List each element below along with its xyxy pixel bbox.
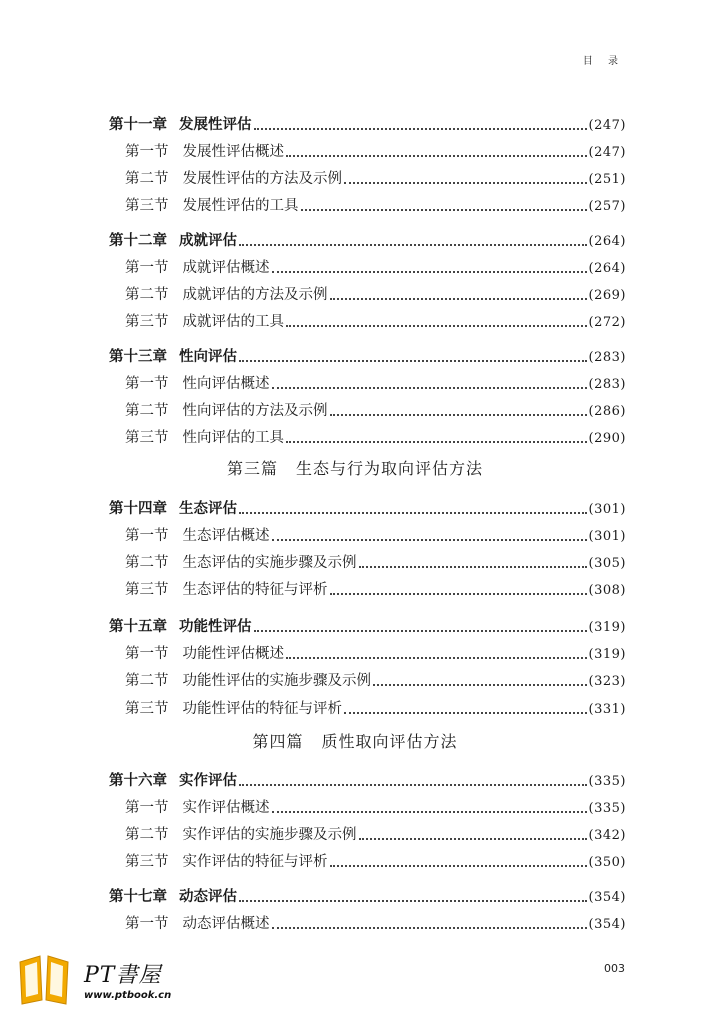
toc-section-row[interactable] xyxy=(125,524,626,548)
toc-section-row[interactable] xyxy=(125,140,626,164)
entry-page: (319) xyxy=(588,647,626,662)
entry-number: 第二节 xyxy=(125,555,169,571)
entry-page: (251) xyxy=(588,172,626,187)
toc-section-row[interactable] xyxy=(125,669,626,693)
leader-dots xyxy=(239,360,587,362)
entry-page: (335) xyxy=(588,801,626,816)
entry-number: 第三节 xyxy=(125,854,169,870)
leader-dots xyxy=(272,387,587,389)
entry-title: 实作评估 xyxy=(179,773,237,789)
leader-dots xyxy=(239,900,587,902)
entry-number: 第二节 xyxy=(125,171,169,187)
entry-title: 发展性评估 xyxy=(179,117,252,133)
entry-number: 第十四章 xyxy=(109,501,167,517)
leader-dots xyxy=(330,593,587,595)
entry-page: (305) xyxy=(588,556,626,571)
leader-dots xyxy=(272,271,587,273)
leader-dots xyxy=(330,414,587,416)
entry-page: (308) xyxy=(588,583,626,598)
part-number: 第四篇 xyxy=(252,732,304,751)
entry-number: 第十二章 xyxy=(109,233,167,249)
toc-section-row[interactable] xyxy=(125,399,626,423)
toc-section-row[interactable] xyxy=(125,823,626,847)
leader-dots xyxy=(344,182,587,184)
entry-number: 第一节 xyxy=(125,528,169,544)
entry-title: 成就评估概述 xyxy=(182,260,270,276)
leader-dots xyxy=(286,441,587,443)
entry-number: 第二节 xyxy=(125,827,169,843)
entry-title: 功能性评估的实施步骤及示例 xyxy=(182,673,371,689)
toc-section-row[interactable] xyxy=(125,697,626,721)
leader-dots xyxy=(272,539,587,541)
leader-dots xyxy=(344,712,587,714)
entry-page: (354) xyxy=(588,890,626,905)
part-heading xyxy=(0,729,710,752)
entry-number: 第十一章 xyxy=(109,117,167,133)
entry-page: (269) xyxy=(588,288,626,303)
entry-title: 功能性评估 xyxy=(179,619,252,635)
entry-page: (301) xyxy=(588,529,626,544)
toc-section-row[interactable] xyxy=(125,551,626,575)
toc-chapter-row[interactable] xyxy=(109,345,626,369)
leader-dots xyxy=(301,209,587,211)
leader-dots xyxy=(330,865,587,867)
entry-page: (335) xyxy=(588,774,626,789)
watermark-url: www.ptbook.cn xyxy=(84,990,172,1001)
entry-page: (247) xyxy=(588,145,626,160)
entry-page: (247) xyxy=(588,118,626,133)
leader-dots xyxy=(272,927,587,929)
entry-title: 功能性评估概述 xyxy=(182,646,284,662)
entry-page: (283) xyxy=(588,350,626,365)
toc-section-row[interactable] xyxy=(125,578,626,602)
leader-dots xyxy=(286,325,587,327)
entry-title: 动态评估 xyxy=(179,889,237,905)
entry-title: 生态评估 xyxy=(179,501,237,517)
leader-dots xyxy=(286,657,587,659)
entry-title: 成就评估 xyxy=(179,233,237,249)
toc-section-row[interactable] xyxy=(125,796,626,820)
entry-page: (319) xyxy=(588,620,626,635)
entry-title: 生态评估概述 xyxy=(182,528,270,544)
entry-title: 生态评估的特征与评析 xyxy=(182,582,328,598)
toc-section-row[interactable] xyxy=(125,372,626,396)
entry-number: 第二节 xyxy=(125,673,169,689)
toc-section-row[interactable] xyxy=(125,194,626,218)
leader-dots xyxy=(239,784,587,786)
toc-section-row[interactable] xyxy=(125,283,626,307)
entry-page: (272) xyxy=(588,315,626,330)
toc-chapter-row[interactable] xyxy=(109,769,626,793)
entry-page: (264) xyxy=(588,234,626,249)
entry-page: (323) xyxy=(588,674,626,689)
entry-page: (283) xyxy=(588,377,626,392)
watermark-name: PT書屋 xyxy=(84,963,162,988)
entry-title: 性向评估概述 xyxy=(182,376,270,392)
entry-title: 实作评估的特征与评析 xyxy=(182,854,328,870)
toc-chapter-row[interactable] xyxy=(109,615,626,639)
toc-section-row[interactable] xyxy=(125,310,626,334)
entry-title: 发展性评估的工具 xyxy=(182,198,299,214)
entry-number: 第十七章 xyxy=(109,889,167,905)
toc-chapter-row[interactable] xyxy=(109,113,626,137)
toc-section-row[interactable] xyxy=(125,256,626,280)
page-number: 003 xyxy=(604,962,625,975)
toc-section-row[interactable] xyxy=(125,912,626,936)
leader-dots xyxy=(254,128,587,130)
entry-number: 第二节 xyxy=(125,287,169,303)
entry-page: (331) xyxy=(588,702,626,717)
entry-page: (350) xyxy=(588,855,626,870)
toc-section-row[interactable] xyxy=(125,850,626,874)
entry-title: 发展性评估的方法及示例 xyxy=(182,171,342,187)
leader-dots xyxy=(373,684,587,686)
entry-number: 第一节 xyxy=(125,800,169,816)
toc-section-row[interactable] xyxy=(125,167,626,191)
entry-number: 第十五章 xyxy=(109,619,167,635)
running-head: 目 录 xyxy=(582,56,624,67)
toc-section-row[interactable] xyxy=(125,426,626,450)
entry-title: 发展性评估概述 xyxy=(182,144,284,160)
entry-number: 第一节 xyxy=(125,646,169,662)
leader-dots xyxy=(239,244,587,246)
entry-number: 第十六章 xyxy=(109,773,167,789)
entry-number: 第三节 xyxy=(125,430,169,446)
toc-chapter-row[interactable] xyxy=(109,229,626,253)
part-heading xyxy=(0,456,710,479)
part-number: 第三篇 xyxy=(226,459,278,478)
entry-title: 实作评估概述 xyxy=(182,800,270,816)
part-title: 质性取向评估方法 xyxy=(321,732,458,751)
entry-title: 生态评估的实施步骤及示例 xyxy=(182,555,357,571)
entry-number: 第三节 xyxy=(125,314,169,330)
leader-dots xyxy=(239,512,587,514)
entry-title: 成就评估的方法及示例 xyxy=(182,287,328,303)
entry-number: 第二节 xyxy=(125,403,169,419)
entry-title: 实作评估的实施步骤及示例 xyxy=(182,827,357,843)
entry-title: 功能性评估的特征与评析 xyxy=(182,701,342,717)
entry-title: 动态评估概述 xyxy=(182,916,270,932)
entry-title: 性向评估的工具 xyxy=(182,430,284,446)
entry-page: (354) xyxy=(588,917,626,932)
entry-page: (342) xyxy=(588,828,626,843)
entry-page: (286) xyxy=(588,404,626,419)
entry-number: 第三节 xyxy=(125,701,169,717)
leader-dots xyxy=(359,566,587,568)
entry-title: 成就评估的工具 xyxy=(182,314,284,330)
toc-chapter-row[interactable] xyxy=(109,497,626,521)
leader-dots xyxy=(254,630,587,632)
toc-section-row[interactable] xyxy=(125,642,626,666)
entry-number: 第一节 xyxy=(125,376,169,392)
entry-number: 第三节 xyxy=(125,198,169,214)
leader-dots xyxy=(272,811,587,813)
part-title: 生态与行为取向评估方法 xyxy=(296,459,484,478)
entry-title: 性向评估的方法及示例 xyxy=(182,403,328,419)
entry-page: (264) xyxy=(588,261,626,276)
leader-dots xyxy=(286,155,587,157)
entry-page: (301) xyxy=(588,502,626,517)
leader-dots xyxy=(330,298,587,300)
entry-number: 第一节 xyxy=(125,144,169,160)
entry-number: 第一节 xyxy=(125,916,169,932)
entry-title: 性向评估 xyxy=(179,349,237,365)
entry-number: 第十三章 xyxy=(109,349,167,365)
entry-number: 第三节 xyxy=(125,582,169,598)
entry-page: (257) xyxy=(588,199,626,214)
entry-page: (290) xyxy=(588,431,626,446)
toc-chapter-row[interactable] xyxy=(109,885,626,909)
entry-number: 第一节 xyxy=(125,260,169,276)
leader-dots xyxy=(359,838,587,840)
